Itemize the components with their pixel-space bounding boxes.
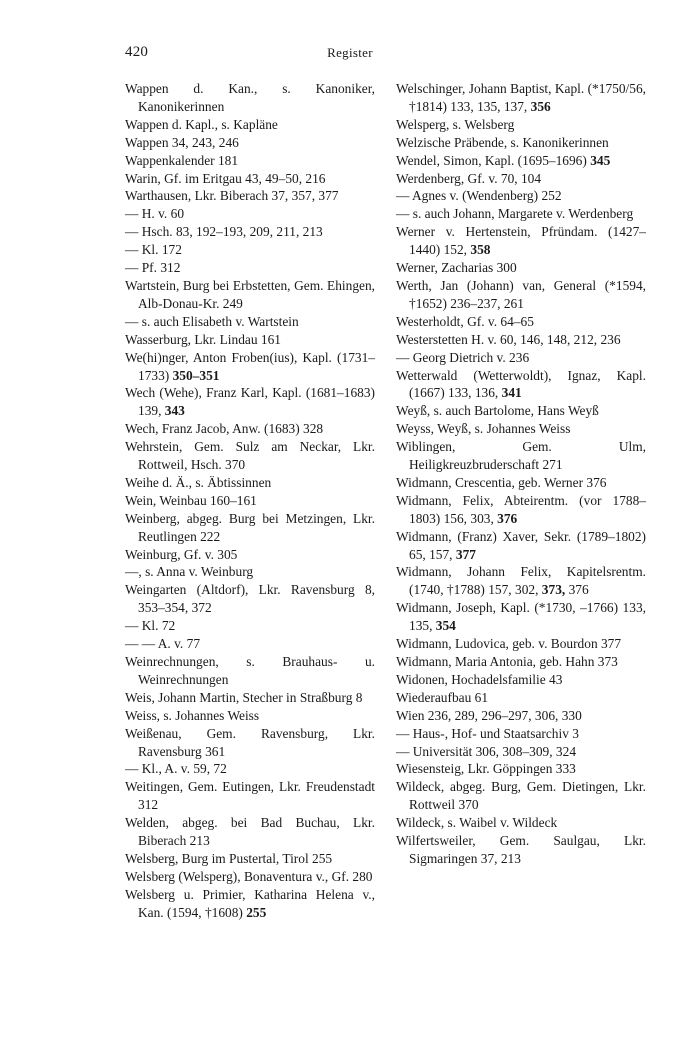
entry-text: Weitingen, Gem. Eutingen, Lkr. Freudenstadt 312 bbox=[125, 779, 375, 813]
index-entry bbox=[396, 778, 646, 814]
index-entry bbox=[396, 528, 646, 564]
entry-text: — Agnes v. (Wendenberg) 252 bbox=[396, 188, 562, 204]
entry-text: Welzische Präbende, s. Kanonikerinnen bbox=[396, 134, 609, 150]
index-entry bbox=[125, 546, 375, 564]
entry-text: — Universität 306, 308–309, 324 bbox=[396, 743, 577, 759]
entry-text: Wien 236, 289, 296–297, 306, 330 bbox=[396, 707, 582, 723]
entry-text: Welden, abgeg. bei Bad Buchau, Lkr. Biberach 213 bbox=[125, 815, 375, 849]
entry-text: Weihe d. Ä., s. Äbtissinnen bbox=[125, 474, 272, 490]
entry-text: Warthausen, Lkr. Biberach 37, 357, 377 bbox=[125, 188, 339, 204]
index-entry bbox=[396, 259, 646, 277]
entry-text: Wasserburg, Lkr. Lindau 161 bbox=[125, 331, 281, 347]
entry-text: Wappen 34, 243, 246 bbox=[125, 134, 239, 150]
index-entry bbox=[396, 170, 646, 188]
index-entry bbox=[125, 510, 375, 546]
index-entry bbox=[125, 80, 375, 116]
entry-text: Widmann, Joseph, Kapl. (*1730, –1766) 133, 135, bbox=[396, 600, 646, 634]
index-entry bbox=[125, 331, 375, 349]
index-entry bbox=[125, 760, 375, 778]
entry-text: Wilfertsweiler, Gem. Saulgau, Lkr. Sigmaringen 37, 213 bbox=[396, 833, 646, 866]
index-entry bbox=[396, 814, 646, 832]
index-entry bbox=[125, 349, 375, 385]
index-entry bbox=[125, 384, 375, 420]
index-entry bbox=[125, 868, 375, 886]
entry-bold-page-ref: 356 bbox=[530, 98, 551, 114]
entry-text: Wartstein, Burg bei Erbstetten, Gem. Ehingen, Alb-Donau-Kr. 249 bbox=[125, 277, 375, 311]
running-head: Register bbox=[327, 45, 373, 60]
index-entry bbox=[125, 707, 375, 725]
entry-text: Widmann, Johann Felix, Kapitelsrentm. (1740, †1788) 157, 302, bbox=[396, 564, 646, 598]
index-entry bbox=[396, 420, 646, 438]
entry-text: Westerstetten H. v. 60, 146, 148, 212, 236 bbox=[396, 331, 621, 347]
entry-text: Welsperg, s. Welsberg bbox=[396, 116, 515, 132]
entry-text: — Kl., A. v. 59, 72 bbox=[125, 761, 227, 777]
entry-bold-page-ref: 373, bbox=[541, 582, 566, 598]
entry-text: Welsberg u. Primier, Katharina Helena v., Kan. (1594, †1608) bbox=[125, 886, 375, 920]
index-entry bbox=[396, 492, 646, 528]
entry-text: Weinrechnungen, s. Brauhaus- u. Weinrechnungen bbox=[125, 654, 375, 687]
entry-bold-page-ref: 376 bbox=[497, 510, 518, 526]
entry-text: Werdenberg, Gf. v. 70, 104 bbox=[396, 170, 542, 186]
entry-text: Widonen, Hochadelsfamilie 43 bbox=[396, 671, 563, 687]
index-entry bbox=[396, 743, 646, 761]
index-entry bbox=[396, 331, 646, 349]
entry-bold-page-ref: 343 bbox=[164, 403, 185, 419]
entry-bold-page-ref: 377 bbox=[455, 546, 476, 562]
index-entry bbox=[125, 438, 375, 474]
index-entry bbox=[125, 474, 375, 492]
index-entry bbox=[396, 223, 646, 259]
entry-text: Wiederaufbau 61 bbox=[396, 689, 489, 705]
entry-text: Wappen d. Kan., s. Kanoniker, Kanonikerinnen bbox=[125, 81, 375, 114]
entry-text: Weingarten (Altdorf), Lkr. Ravensburg 8, 353–354, 372 bbox=[125, 582, 375, 616]
entry-text: Welsberg, Burg im Pustertal, Tirol 255 bbox=[125, 850, 333, 866]
entry-text: Werner v. Hertenstein, Pfründam. (1427–1440) 152, bbox=[396, 224, 646, 258]
index-entry bbox=[125, 725, 375, 761]
index-entry bbox=[125, 241, 375, 259]
index-entry bbox=[396, 349, 646, 367]
index-entry bbox=[125, 689, 375, 707]
entry-bold-page-ref: 350–351 bbox=[172, 367, 220, 383]
entry-text: — Hsch. 83, 192–193, 209, 211, 213 bbox=[125, 224, 323, 240]
index-entry bbox=[125, 617, 375, 635]
entry-text: Weinburg, Gf. v. 305 bbox=[125, 546, 238, 562]
index-entry bbox=[396, 599, 646, 635]
entry-text: Widmann, Ludovica, geb. v. Bourdon 377 bbox=[396, 636, 622, 652]
index-entry bbox=[396, 725, 646, 743]
entry-text: — Kl. 172 bbox=[125, 242, 182, 258]
index-entry bbox=[396, 187, 646, 205]
entry-text: Wildeck, s. Waibel v. Wildeck bbox=[396, 815, 558, 831]
index-entry bbox=[396, 474, 646, 492]
index-entry bbox=[125, 581, 375, 617]
entry-text: — Pf. 312 bbox=[125, 260, 181, 276]
entry-bold-page-ref: 358 bbox=[470, 242, 491, 258]
entry-text: Wappenkalender 181 bbox=[125, 152, 239, 168]
entry-text: Weyß, s. auch Bartolome, Hans Weyß bbox=[396, 403, 599, 419]
index-entry bbox=[396, 116, 646, 134]
entry-text: Welsberg (Welsperg), Bonaventura v., Gf. 280 bbox=[125, 868, 373, 884]
index-entry bbox=[125, 205, 375, 223]
index-entry bbox=[396, 653, 646, 671]
entry-text: Wiesensteig, Lkr. Göppingen 333 bbox=[396, 761, 576, 777]
index-entry bbox=[125, 653, 375, 689]
index-column-right bbox=[396, 80, 646, 868]
entry-text: Wech (Wehe), Franz Karl, Kapl. (1681–1683) 139, bbox=[125, 385, 375, 419]
entry-text: Werth, Jan (Johann) van, General (*1594, †1652) 236–237, 261 bbox=[396, 277, 646, 311]
index-entry bbox=[125, 635, 375, 653]
entry-text: — s. auch Elisabeth v. Wartstein bbox=[125, 313, 299, 329]
entry-text: Wetterwald (Wetterwoldt), Ignaz, Kapl. (1667) 133, 136, bbox=[396, 367, 646, 401]
entry-text: — Kl. 72 bbox=[125, 618, 176, 634]
entry-bold-page-ref: 345 bbox=[590, 152, 611, 168]
index-entry bbox=[125, 563, 375, 581]
entry-bold-page-ref: 255 bbox=[246, 904, 267, 920]
entry-text: Weyss, Weyß, s. Johannes Weiss bbox=[396, 421, 571, 437]
entry-text: — — A. v. 77 bbox=[125, 636, 201, 652]
index-entry bbox=[125, 778, 375, 814]
entry-text: Weißenau, Gem. Ravensburg, Lkr. Ravensburg 361 bbox=[125, 725, 375, 759]
entry-text: 376 bbox=[565, 582, 589, 598]
index-entry bbox=[396, 760, 646, 778]
entry-text: Westerholdt, Gf. v. 64–65 bbox=[396, 313, 534, 329]
index-entry bbox=[396, 563, 646, 599]
entry-text: Wehrstein, Gem. Sulz am Neckar, Lkr. Rottweil, Hsch. 370 bbox=[125, 439, 375, 473]
index-entry bbox=[125, 886, 375, 922]
index-entry bbox=[396, 438, 646, 474]
entry-text: Wein, Weinbau 160–161 bbox=[125, 492, 257, 508]
entry-text: Wiblingen, Gem. Ulm, Heiligkreuzbruderschaft 271 bbox=[396, 439, 646, 473]
index-entry bbox=[125, 420, 375, 438]
entry-text: Wappen d. Kapl., s. Kapläne bbox=[125, 116, 278, 132]
entry-text: Welschinger, Johann Baptist, Kapl. (*1750/56, †1814) 133, 135, 137, bbox=[396, 81, 646, 114]
index-entry bbox=[396, 277, 646, 313]
index-entry bbox=[396, 313, 646, 331]
index-entry bbox=[396, 707, 646, 725]
index-entry bbox=[396, 402, 646, 420]
index-entry bbox=[125, 814, 375, 850]
index-entry bbox=[396, 152, 646, 170]
index-entry bbox=[125, 313, 375, 331]
index-entry bbox=[125, 134, 375, 152]
index-entry bbox=[396, 80, 646, 116]
entry-text: — s. auch Johann, Margarete v. Werdenberg bbox=[396, 206, 634, 222]
index-entry bbox=[125, 116, 375, 134]
index-entry bbox=[396, 134, 646, 152]
index-entry bbox=[396, 635, 646, 653]
entry-text: Weis, Johann Martin, Stecher in Straßburg 8 bbox=[125, 689, 363, 705]
entry-text: Weinberg, abgeg. Burg bei Metzingen, Lkr. Reutlingen 222 bbox=[125, 510, 375, 544]
entry-text: Wildeck, abgeg. Burg, Gem. Dietingen, Lkr. Rottweil 370 bbox=[396, 779, 646, 813]
entry-text: —, s. Anna v. Weinburg bbox=[125, 564, 254, 580]
index-entry bbox=[396, 205, 646, 223]
index-entry bbox=[125, 850, 375, 868]
entry-text: Widmann, Felix, Abteirentm. (vor 1788–1803) 156, 303, bbox=[396, 492, 646, 526]
entry-text: Weiss, s. Johannes Weiss bbox=[125, 707, 260, 723]
entry-text: Wendel, Simon, Kapl. (1695–1696) bbox=[396, 152, 591, 168]
entry-text: Widmann, Crescentia, geb. Werner 376 bbox=[396, 474, 607, 490]
index-entry bbox=[125, 259, 375, 277]
index-entry bbox=[125, 223, 375, 241]
index-entry bbox=[396, 689, 646, 707]
entry-text: Wech, Franz Jacob, Anw. (1683) 328 bbox=[125, 421, 324, 437]
index-entry bbox=[125, 152, 375, 170]
index-entry bbox=[396, 832, 646, 868]
page-number: 420 bbox=[125, 44, 149, 60]
entry-bold-page-ref: 341 bbox=[501, 385, 522, 401]
entry-text: Widmann, (Franz) Xaver, Sekr. (1789–1802) 65, 157, bbox=[396, 528, 646, 562]
entry-bold-page-ref: 354 bbox=[435, 618, 456, 634]
entry-text: Werner, Zacharias 300 bbox=[396, 260, 517, 276]
entry-text: — Haus-, Hof- und Staatsarchiv 3 bbox=[396, 725, 579, 741]
index-column-left bbox=[125, 80, 375, 922]
index-entry bbox=[125, 187, 375, 205]
entry-text: Widmann, Maria Antonia, geb. Hahn 373 bbox=[396, 654, 618, 669]
index-entry bbox=[125, 492, 375, 510]
index-entry bbox=[396, 671, 646, 689]
index-entry bbox=[396, 367, 646, 403]
entry-text: — Georg Dietrich v. 236 bbox=[396, 349, 530, 365]
index-entry bbox=[125, 277, 375, 313]
entry-text: — H. v. 60 bbox=[125, 206, 185, 222]
entry-text: Warin, Gf. im Eritgau 43, 49–50, 216 bbox=[125, 170, 326, 186]
index-entry bbox=[125, 170, 375, 188]
entry-text: We(hi)nger, Anton Froben(ius), Kapl. (1731–1733) bbox=[125, 349, 375, 383]
